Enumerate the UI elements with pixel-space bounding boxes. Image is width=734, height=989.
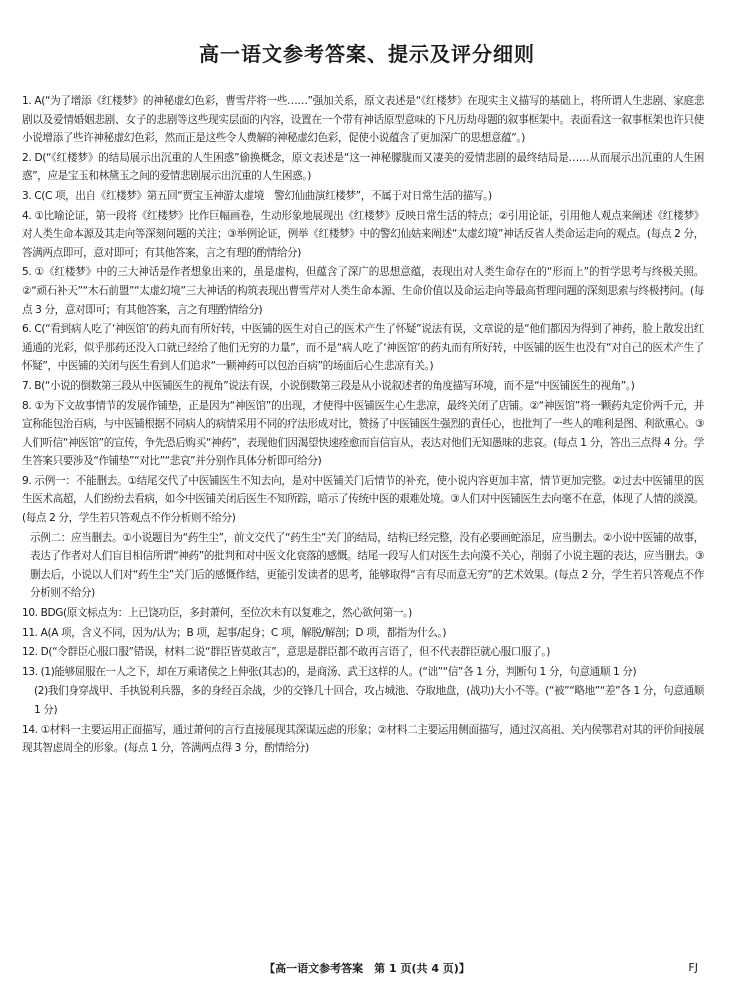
- answer-item-6: 6. C(“看到病人吃了‘神医馆’的药丸而有所好转，中医铺的医生对自己的医术产生了怀疑”说法有误，文章说的是“他们都因为得到了神药，脸上散发出红通通的光彩，似乎那药还没入口就已经给了他们无穷的力量”，而不是“病人吃了‘神医馆’的药丸而有所好转，中医铺的医生也没有“对自己的医术产生了怀疑”，中医铺的关闭与医生看到人们追求“一颗神药可以包治百病”的场面后心生悲凉有关。): [22, 323, 704, 373]
- answer-item-1: 1. A(“为了增添《红楼梦》的神秘虚幻色彩，曹雪芹将一些……”强加关系，原文表述是“《红楼梦》在现实主义描写的基础上，将所谓人生悲剧、家庭悲剧以及爱情婚姻悲剧、女子的悲剧等这些现实层面的内容，设置在一个带有神话原型意味的下凡历劫母题的叙事框架中。表面看这一叙事框架也许只使小说增添了些许神秘虚幻色彩，然而正是这些令人费解的神秘虚幻色彩，促使小说蕴含了更加深广的思想意蕴”。): [22, 95, 704, 145]
- answer-item-2: 2. D(“《红楼梦》的结局展示出沉重的人生困惑”偷换概念，原文表述是“这一神秘朦胧而又凄美的爱情悲剧的最终结局是……从而展示出沉重的人生困惑”，应是宝玉和林黛玉之间的爱情悲剧展示出沉重的人生困惑。): [22, 151, 704, 183]
- answer-item-14: 14. ①材料一主要运用正面描写，通过萧何的言行直接展现其深谋远虑的形象；②材料二主要运用侧面描写，通过汉高祖、关内侯鄂君对其的评价间接展现其智虑周全的形象。(每点 1 分，答满两点得 3 分，酌情给分): [22, 723, 704, 755]
- footer-code: FJ: [688, 961, 698, 974]
- page-title: 高一语文参考答案、提示及评分细则: [199, 42, 535, 66]
- answer-item-3: 3. C(C 项，出自《红楼梦》第五回“贾宝玉神游太虚境 警幻仙曲演红楼梦”，不属于对日常生活的描写。): [22, 189, 492, 202]
- answer-item-13-1: 13. (1)能够屈服在一人之下，却在万乘诸侯之上伸张(其志)的，是商汤、武王这样的人。(“诎”“信”各 1 分，判断句 1 分，句意通顺 1 分): [22, 665, 637, 678]
- answer-item-13-2: (2)我们身穿战甲、手执锐利兵器，多的身经百余战，少的交锋几十回合，攻占城池、夺取地盘，(战功)大小不等。(“被”“略地”“差”各 1 分，句意通顺 1 分): [34, 685, 704, 716]
- answer-item-5: 5. ①《红楼梦》中的三大神话是作者想象出来的，虽是虚构，但蕴含了深广的思想意蕴，表现出对人类生命存在的“形而上”的哲学思考与终极关照。②“顽石补天”“木石前盟”“太虚幻境”三大神话的构筑表现出曹雪芹对人类生命本源、生命价值以及命运走向等最高哲理问题的深刻思索与终极拷问。(每点 3 分，意对即可；有其他答案，言之有理酌情给分): [22, 266, 704, 316]
- answer-item-10: 10. BDG(原文标点为：上已饶功臣，多封萧何，至位次未有以复难之，然心欲何第一。): [22, 607, 412, 620]
- answer-content: [22, 92, 704, 759]
- answer-item-8: 8. ①为下文故事情节的发展作铺垫，正是因为“神医馆”的出现，才使得中医铺医生心生悲凉，最终关闭了店铺。②“神医馆”将一颗药丸定价两千元，并宣称能包治百病，与中医铺根据不同病人的病情采用不同的疗法形成对比，赞扬了中医铺医生强烈的責任心，也批判了一些人的唯利是图、利欲熏心。③人们听信“神医馆”的宣传，争先恐后购买“神药”，表现他们因渴望快速痊愈而盲信盲从，表达对他们无知愚昧的悲哀。(每点 1 分，答出三点得 4 分。学生答案只要涉及“作铺垫”“对比”“悲哀”并分别作具体分析即可给分): [22, 399, 704, 468]
- answer-item-11: 11. A(A 项，含义不同，因为/认为；B 项，起事/起身；C 项，解脱/解剖；D 项，都指为什么。): [22, 626, 447, 639]
- page-footer: 【高一语文参考答案 第 1 页(共 4 页)】: [264, 962, 470, 975]
- answer-item-12: 12. D(“令群臣心服口服”错误，材料二说“群臣皆莫敢言”，意思是群臣都不敢再言语了，但不代表群臣就心服口服了。): [22, 646, 550, 659]
- answer-item-4: 4. ①比喻论证，第一段将《红楼梦》比作巨幅画卷，生动形象地展现出《红楼梦》反映日常生活的特点；②引用论证，引用他人观点来阐述《红楼梦》对人类生命本源及其走向等深刻问题的关注；③举例论证，例举《红楼梦》中的警幻仙姑来阐述“太虚幻境”神话反省人类命运走向的观点。(每点 2 分，答满两点即可，意对即可；有其他答案，言之有理的酌情给分): [22, 209, 704, 259]
- answer-item-7: 7. B(“小说的倒数第三段从中医铺医生的视角”说法有误，小说倒数第三段是从小说叙述者的角度描写环境，而不是“中医铺医生的视角”。): [22, 379, 635, 392]
- answer-item-9: 9. 示例一：不能删去。①结尾交代了中医铺医生不知去向，是对中医铺关门后情节的补充，使小说内容更加丰富，情节更加完整。②过去中医铺里的医生医术高超，人们纷纷去看病，如今中医铺关闭后医生不知所踪，暗示了传统中医的艰难处境。③人们对中医铺医生去向毫不在意，体现了人情的淡漠。(每点 2 分，学生若只答观点不作分析则不给分): [22, 474, 704, 525]
- answer-item-9-example-2: 示例二：应当删去。①小说题目为“药生尘”，前文交代了“药生尘”关门的结局，结构已经完整，没有必要画蛇添足，应当删去。②小说中医铺的故事，表达了作者对人们盲目相信所谓“神药”的批判和对中医文化衰落的感慨。结尾一段写人们对医生去向漠不关心，削弱了小说主题的表达，应当删去。③删去后，小说以人们对“药生尘”关门后的感慨作结，更能引发读者的思考，能够取得“言有尽而意无穷”的艺术效果。(每点 2 分，学生若只答观点不作分析则不给分): [30, 531, 704, 600]
